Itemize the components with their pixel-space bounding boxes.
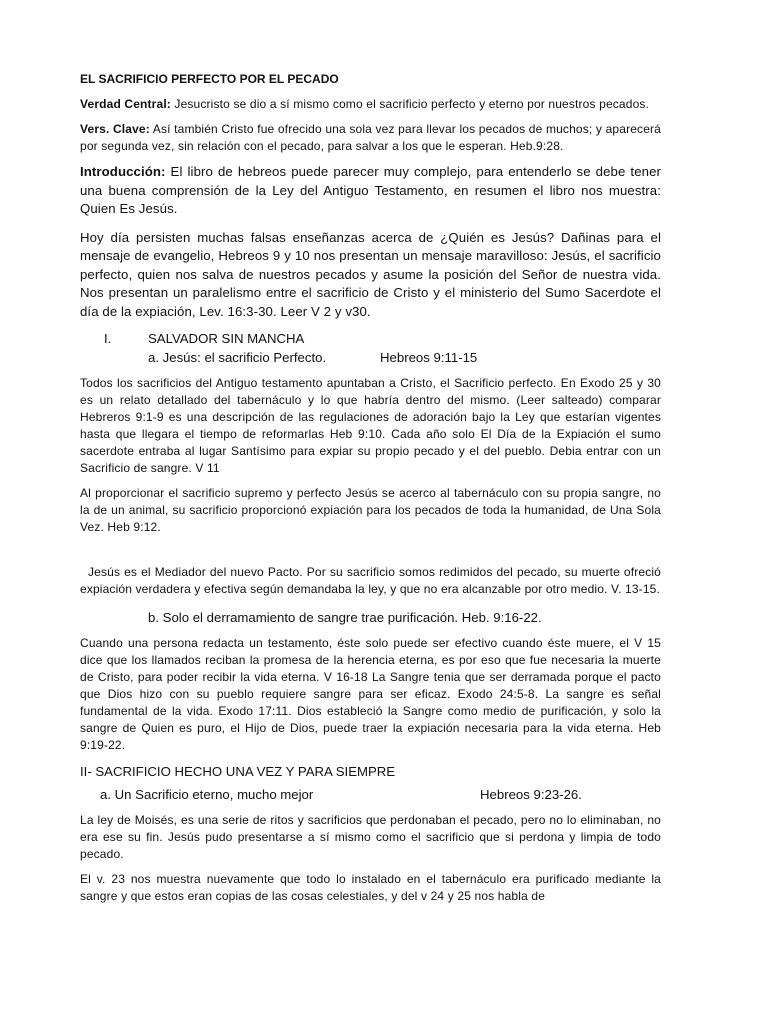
introduccion-label: Introducción: <box>80 164 166 179</box>
introduccion-text: El libro de hebreos puede parecer muy complejo, para entenderlo se debe tener una buena comprensión de la Ley del Antiguo Testamento, en resumen el libro nos muestra: Quien Es Jesús. <box>80 164 661 216</box>
section-1-subheading-a <box>80 348 661 367</box>
section-1-sub-b-label: b. Solo el derramamiento de sangre trae purificación. Heb. 9:16-22. <box>148 610 542 625</box>
paragraph-hoy-dia: Hoy día persisten muchas falsas enseñanzas acerca de ¿Quién es Jesús? Dañinas para el mensaje de evangelio, Hebreos 9 y 10 nos presentan un mensaje maravilloso: Jesús, el sacrificio perfecto, quien nos salva de nuestros pecados y asume la posición del Señor de nuestra vida. Nos presentan un paralelismo entre el sacrificio de Cristo y el ministerio del Sumo Sacerdote el día de la expiación, Lev. 16:3-30. Leer V 2 y v30. <box>80 229 661 319</box>
document-title: EL SACRIFICIO PERFECTO POR EL PECADO <box>80 72 339 86</box>
versiculo-clave-paragraph <box>80 121 661 155</box>
section-1-sub-a-reference: Hebreos 9:11-15 <box>380 350 478 365</box>
section-2-heading <box>80 762 661 781</box>
verdad-central-text: Jesucristo se dio a sí mismo como el sacrificio perfecto y eterno por nuestros pecados. <box>170 97 650 111</box>
section-2-title: II- SACRIFICIO HECHO UNA VEZ Y PARA SIEMPRE <box>80 764 396 779</box>
versiculo-clave-label: Vers. Clave: <box>80 122 150 136</box>
section-2-sub-a-reference: Hebreos 9:23-26. <box>480 787 582 802</box>
section-2-subheading-a <box>80 785 661 804</box>
paragraph-cuando-una-persona: Cuando una persona redacta un testamento, éste solo puede ser efectivo cuando éste muere, el V 15 dice que los llamados reciban la promesa de la herencia eterna, es por eso que fue necesaria la muerte de Cristo, para poder recibir la vida eterna. V 16-18 La Sangre tenia que ser derramada porque el pacto que Dios hizo con su pueblo requiere sangre para ser eficaz. Exodo 24:5-8. La sangre es señal fundamental de la vida. Exodo 17:11. Dios estableció la Sangre como medio de purificación, y solo la sangre de Quien es puro, el Hijo de Dios, puede traer la expiación necesaria para la vida eterna. Heb 9:19-22. <box>80 636 661 752</box>
paragraph-la-ley-de-moises: La ley de Moisés, es una serie de ritos y sacrificios que perdonaban el pecado, pero no lo eliminaban, no era ese su fin. Jesús pudo presentarse a sí mismo como el sacrificio que si perdona y limpia de todo pecado. <box>80 813 661 861</box>
section-1-subheading-b <box>80 608 661 627</box>
verdad-central-label: Verdad Central: <box>80 97 171 111</box>
section-2-sub-a-label: a. Un Sacrificio eterno, mucho mejor <box>100 787 314 802</box>
paragraph-todos-los-sacrificios: Todos los sacrificios del Antiguo testamento apuntaban a Cristo, el Sacrificio perfecto. En Exodo 25 y 30 es un relato detallado del tabernáculo y lo que habría dentro del mismo. (Leer salteado) comparar Hebreros 9:1-9 es una descripción de las regulaciones de adoración bajo la Ley que estarían vigentes hasta que llegara el tiempo de reformarlas Heb 9:10. Cada año solo El Día de la Expiación el sumo sacerdote entraba al lugar Santísimo para expiar su propio pecado y el del pueblo. Debia entrar con un Sacrificio de sangre. V 11 <box>80 376 661 475</box>
introduccion-paragraph <box>80 163 661 219</box>
versiculo-clave-text: Así también Cristo fue ofrecido una sola vez para llevar los pecados de muchos; y aparecerá por segunda vez, sin relación con el pecado, para salvar a los que le esperan. Heb.9:28. <box>80 122 661 153</box>
section-1-sub-a-label: a. Jesús: el sacrificio Perfecto. <box>148 350 327 365</box>
verdad-central-paragraph <box>80 96 661 113</box>
section-1-heading <box>80 329 661 348</box>
document-page <box>80 72 661 905</box>
paragraph-al-proporcionar: Al proporcionar el sacrificio supremo y perfecto Jesús se acerco al tabernáculo con su propia sangre, no la de un animal, su sacrificio proporcionó expiación para los pecados de toda la humanidad, de Una Sola Vez. Heb 9:12. <box>80 486 661 534</box>
section-1-title: SALVADOR SIN MANCHA <box>148 331 305 346</box>
paragraph-jesus-mediador: Jesús es el Mediador del nuevo Pacto. Por su sacrificio somos redimidos del pecado, su muerte ofreció expiación verdadera y efectiva según demandaba la ley, y que no era alcanzable por otro medio. V. 13-15. <box>80 565 661 596</box>
paragraph-el-v-23: El v. 23 nos muestra nuevamente que todo lo instalado en el tabernáculo era purificado mediante la sangre y que estos eran copias de las cosas celestiales, y del v 24 y 25 nos habla de <box>80 872 661 903</box>
section-1-numeral: I. <box>104 331 112 346</box>
